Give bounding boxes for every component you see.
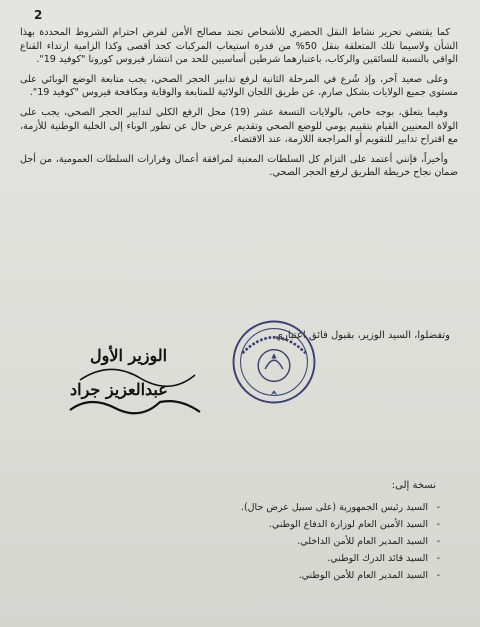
copies-list bbox=[180, 499, 440, 584]
seal-crescent bbox=[265, 360, 283, 369]
seal-lettering bbox=[242, 337, 305, 353]
signatory-title: الوزير الأول bbox=[90, 346, 168, 365]
seal-bottom-star bbox=[270, 390, 277, 395]
signatory-name: عبدالعزيز جراد bbox=[70, 380, 168, 399]
copies-title: نسخة إلى: bbox=[391, 480, 436, 491]
copies-section bbox=[180, 480, 440, 584]
copy-recipient: -السيد المدير العام للأمن الوطني. bbox=[298, 570, 440, 581]
copy-recipient: -السيد المدير العام للأمن الداخلي. bbox=[297, 536, 440, 547]
copy-recipient: -السيد رئيس الجمهورية (على سبيل عرض حال). bbox=[240, 502, 440, 513]
closing-line: وتفضلوا، السيد الوزير، بقبول فائق اعتباري. bbox=[272, 330, 450, 341]
signature-stroke bbox=[70, 401, 200, 413]
paragraph-conclusion: وأخيراً، فإنني أعتمد على التزام كل السلطات المعنية لمرافقة أعمال وقرارات السلطات العمومية، من أجل ضمان نجاح خريطة الطريق لرفع الحجر الصحي. bbox=[20, 153, 458, 179]
paragraph-nineteen-wilayas: وفيما يتعلق، بوجه خاص، بالولايات التسعة عشر (19) محل الرفع الكلي لتدابير الحجر الصحي، يجب على الولاة المعنيين القيام بتقييم يومي للوضع الصحي وتقديم عرض حال عن تطور الوباء إلى الخلية الوطنية للأزمة، مع اقتراح تدابير للتقويم أو المراجعة اللازمة، عند الاقتضاء. bbox=[20, 106, 458, 146]
paragraph-transport: كما يقتضي تحرير نشاط النقل الحضري للأشخاص تجند مصالح الأمن لفرض احترام الشروط المحددة بهذا الشأن ولاسيما تلك المتعلقة بنقل 50% من قدرة استيعاب المركبات كحد أقصى وكذا الزامية ارتداء القناع الواقي بالنسبة للسائقين والركاب، باعتبارهما شرطين أساسيين للحد من انتشار فيروس كورونا "كوفيد 19". bbox=[20, 27, 458, 66]
copy-recipient: -السيد الأمين العام لوزارة الدفاع الوطني. bbox=[268, 519, 440, 530]
letter-body bbox=[20, 26, 458, 186]
seal-star bbox=[271, 353, 276, 358]
copy-recipient: -السيد قائد الدرك الوطني. bbox=[327, 553, 440, 564]
official-seal bbox=[230, 318, 318, 406]
paragraph-monitoring: وعلى صعيد آخر، وإذ شُرع في المرحلة الثانية لرفع تدابير الحجر الصحي، يجب متابعة الوضع الوبائي على مستوى جميع الولايات بشكل صارم، عن طريق اللجان الولائية للمتابعة والوقاية ومكافحة فيروس "كوفيد 19". bbox=[20, 73, 458, 99]
page-number: 2 bbox=[34, 8, 43, 22]
